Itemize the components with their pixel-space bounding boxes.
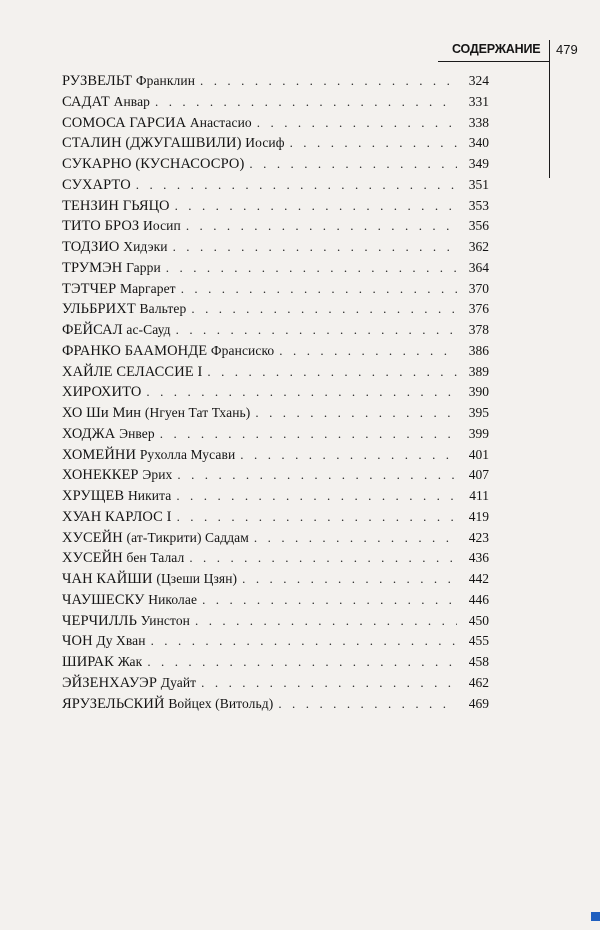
toc-entry bbox=[62, 175, 489, 196]
dot-leader bbox=[176, 486, 457, 507]
section-title: СОДЕРЖАНИЕ bbox=[452, 42, 541, 56]
toc-entry bbox=[62, 320, 489, 341]
toc-entry-name bbox=[62, 673, 196, 694]
dot-leader bbox=[290, 133, 457, 154]
toc-entry bbox=[62, 652, 489, 673]
toc-surname: ХО Ши Мин bbox=[62, 405, 142, 421]
toc-surname: ШИРАК bbox=[62, 654, 114, 670]
toc-entry-name bbox=[62, 694, 273, 715]
toc-page-number: 442 bbox=[468, 571, 489, 586]
toc-page-number: 436 bbox=[468, 550, 489, 566]
toc-given-name: Жак bbox=[117, 654, 143, 669]
toc-entry-name bbox=[62, 71, 195, 92]
toc-surname: СОМОСА ГАРСИА bbox=[62, 114, 187, 131]
toc-page-number: 389 bbox=[468, 363, 489, 379]
toc-page-number: 469 bbox=[468, 695, 489, 711]
toc-page-number: 458 bbox=[468, 654, 489, 669]
toc-entry bbox=[62, 528, 489, 549]
toc-surname: СУКАРНО (КУСНАСОСРО) bbox=[62, 156, 245, 172]
toc-given-name: Иосип bbox=[143, 218, 181, 234]
toc-page-number: 419 bbox=[468, 508, 489, 524]
toc-entry-name bbox=[62, 154, 244, 175]
toc-given-name: Вальтер bbox=[139, 301, 187, 317]
toc-surname: ХРУЩЕВ bbox=[62, 488, 125, 504]
toc-page-number: 390 bbox=[468, 384, 489, 400]
toc-page-number: 351 bbox=[468, 176, 489, 192]
toc-entry-name bbox=[62, 279, 176, 300]
toc-given-name: Энвер bbox=[119, 425, 155, 441]
toc-entry-name bbox=[62, 320, 171, 341]
toc-page-number: 340 bbox=[468, 135, 489, 151]
toc-surname: ЧЕРЧИЛЛЬ bbox=[62, 612, 138, 629]
toc-given-name: (Нгуен Тат Тхань) bbox=[144, 405, 251, 420]
toc-page-number: 338 bbox=[468, 114, 489, 130]
toc-entry bbox=[62, 507, 489, 528]
toc-page-number: 349 bbox=[468, 156, 489, 171]
toc-entry bbox=[62, 445, 489, 466]
toc-entry-name bbox=[62, 631, 146, 652]
toc-surname: ФЕЙСАЛ bbox=[62, 322, 123, 338]
toc-entry bbox=[62, 486, 489, 507]
toc-given-name: Анастасио bbox=[189, 114, 252, 130]
toc-page-number: 331 bbox=[468, 93, 489, 109]
toc-entry bbox=[62, 673, 489, 694]
toc-surname: ТИТО БРОЗ bbox=[62, 218, 140, 235]
toc-entry-name bbox=[62, 465, 172, 486]
toc-entry-name bbox=[62, 113, 252, 134]
toc-page-number: 407 bbox=[468, 467, 489, 483]
toc-surname: ХУСЕЙН bbox=[62, 550, 123, 567]
toc-page-number: 376 bbox=[468, 301, 489, 317]
toc-page-number: 411 bbox=[469, 488, 489, 503]
toc-entry-name bbox=[62, 528, 249, 549]
dot-leader bbox=[207, 362, 457, 383]
toc-page-number: 399 bbox=[468, 425, 489, 441]
toc-entry bbox=[62, 113, 489, 134]
toc-surname: ХОМЕЙНИ bbox=[62, 446, 137, 463]
dot-leader bbox=[279, 341, 457, 362]
toc-entry-name bbox=[62, 486, 171, 507]
toc-entry bbox=[62, 403, 489, 424]
dot-leader bbox=[166, 258, 457, 279]
toc-surname: ЧАН КАЙШИ bbox=[62, 571, 153, 587]
header-vertical-divider bbox=[549, 40, 550, 178]
toc-surname: СУХАРТО bbox=[62, 176, 131, 193]
toc-surname: УЛЬБРИХТ bbox=[62, 301, 136, 318]
dot-leader bbox=[189, 548, 457, 569]
toc-given-name: Эрих bbox=[142, 467, 173, 483]
toc-surname: ЧОН bbox=[62, 633, 93, 650]
toc-entry bbox=[62, 465, 489, 486]
dot-leader bbox=[147, 652, 457, 673]
toc-page-number: 450 bbox=[468, 612, 489, 628]
page-number: 479 bbox=[556, 42, 578, 57]
toc-surname: ХАЙЛЕ СЕЛАССИЕ I bbox=[62, 363, 203, 380]
toc-given-name: Никита bbox=[127, 488, 172, 503]
toc-entry bbox=[62, 299, 489, 320]
toc-entry-name bbox=[62, 548, 184, 569]
toc-surname: ЭЙЗЕНХАУЭР bbox=[62, 674, 158, 691]
toc-entry bbox=[62, 237, 489, 258]
toc-page-number: 386 bbox=[468, 342, 489, 358]
toc-given-name: Франклин bbox=[135, 73, 196, 88]
toc-entry-name bbox=[62, 403, 250, 424]
dot-leader bbox=[186, 216, 457, 237]
dot-leader bbox=[191, 299, 457, 320]
toc-given-name: Хидэки bbox=[123, 239, 168, 254]
toc-given-name: Уинстон bbox=[140, 612, 190, 628]
toc-entry bbox=[62, 362, 489, 383]
toc-entry-name bbox=[62, 341, 274, 362]
dot-leader bbox=[177, 507, 457, 528]
toc-surname: ЧАУШЕСКУ bbox=[62, 591, 145, 608]
toc-surname: ТЭТЧЕР bbox=[62, 280, 117, 297]
toc-given-name: Ду Хван bbox=[96, 633, 146, 649]
toc-entry-name bbox=[62, 611, 190, 632]
toc-page-number: 462 bbox=[468, 674, 489, 690]
toc-page-number: 364 bbox=[468, 259, 489, 275]
dot-leader bbox=[278, 694, 457, 715]
dot-leader bbox=[176, 320, 457, 341]
dot-leader bbox=[136, 175, 457, 196]
toc-page-number: 370 bbox=[468, 280, 489, 296]
toc-entry bbox=[62, 694, 489, 715]
toc-given-name: бен Талал bbox=[126, 550, 185, 566]
toc-surname: ХУСЕЙН bbox=[62, 529, 123, 546]
toc-surname: РУЗВЕЛЬТ bbox=[62, 73, 133, 89]
toc-entry-name bbox=[62, 445, 235, 466]
dot-leader bbox=[195, 611, 457, 632]
toc-surname: ХОДЖА bbox=[62, 425, 116, 442]
toc-page-number: 455 bbox=[468, 633, 489, 649]
toc-entry bbox=[62, 279, 489, 300]
toc-entry bbox=[62, 216, 489, 237]
toc-entry-name bbox=[62, 652, 142, 673]
toc-entry bbox=[62, 196, 489, 217]
toc-entry-name bbox=[62, 424, 155, 445]
dot-leader bbox=[242, 569, 457, 590]
toc-given-name: Николае bbox=[148, 591, 198, 607]
toc-entry bbox=[62, 92, 489, 113]
toc-entry-name bbox=[62, 362, 202, 383]
toc-given-name: Дуайт bbox=[160, 674, 197, 690]
toc-entry bbox=[62, 133, 489, 154]
toc-entry-name bbox=[62, 237, 168, 258]
toc-entry-name bbox=[62, 569, 237, 590]
dot-leader bbox=[254, 528, 457, 549]
toc-entry-name bbox=[62, 299, 186, 320]
toc-given-name: (Цзеши Цзян) bbox=[156, 571, 238, 586]
toc-page-number: 356 bbox=[468, 218, 489, 234]
dot-leader bbox=[201, 673, 457, 694]
toc-page-number: 362 bbox=[468, 239, 489, 254]
toc-surname: САДАТ bbox=[62, 93, 110, 110]
toc-page-number: 324 bbox=[468, 73, 489, 88]
table-of-contents bbox=[62, 71, 489, 714]
header-divider bbox=[438, 61, 549, 62]
dot-leader bbox=[155, 92, 457, 113]
toc-entry-name bbox=[62, 175, 131, 196]
toc-given-name: Франсиско bbox=[210, 342, 275, 358]
dot-leader bbox=[202, 590, 457, 611]
toc-surname: ТЕНЗИН ГЬЯЦО bbox=[62, 197, 170, 214]
toc-entry bbox=[62, 611, 489, 632]
toc-entry bbox=[62, 258, 489, 279]
dot-leader bbox=[177, 465, 457, 486]
toc-surname: ХОНЕККЕР bbox=[62, 467, 139, 484]
dot-leader bbox=[175, 196, 457, 217]
toc-page-number: 395 bbox=[468, 405, 489, 420]
toc-entry-name bbox=[62, 92, 150, 113]
toc-entry-name bbox=[62, 382, 141, 403]
toc-given-name: Гарри bbox=[126, 259, 161, 275]
toc-surname: ТРУМЭН bbox=[62, 259, 123, 276]
toc-page-number: 401 bbox=[468, 446, 489, 462]
toc-entry bbox=[62, 569, 489, 590]
dot-leader bbox=[146, 382, 457, 403]
toc-surname: ХУАН КАРЛОС I bbox=[62, 508, 172, 525]
toc-surname: ХИРОХИТО bbox=[62, 384, 142, 401]
dot-leader bbox=[160, 424, 457, 445]
toc-entry bbox=[62, 71, 489, 92]
dot-leader bbox=[240, 445, 457, 466]
toc-entry bbox=[62, 382, 489, 403]
toc-given-name: (ат-Тикрити) Саддам bbox=[126, 529, 249, 545]
toc-entry-name bbox=[62, 258, 161, 279]
toc-entry bbox=[62, 590, 489, 611]
toc-entry bbox=[62, 341, 489, 362]
toc-entry bbox=[62, 548, 489, 569]
toc-entry-name bbox=[62, 133, 285, 154]
toc-surname: ЯРУЗЕЛЬСКИЙ bbox=[62, 695, 165, 712]
toc-given-name: Иосиф bbox=[245, 135, 285, 151]
toc-entry-name bbox=[62, 196, 170, 217]
dot-leader bbox=[257, 113, 457, 134]
toc-entry-name bbox=[62, 507, 172, 528]
toc-given-name: Маргарет bbox=[119, 280, 176, 296]
dot-leader bbox=[151, 631, 457, 652]
dot-leader bbox=[173, 237, 457, 258]
toc-surname: СТАЛИН (ДЖУГАШВИЛИ) bbox=[62, 135, 242, 152]
toc-given-name: Войцех (Витольд) bbox=[168, 695, 274, 711]
scan-edge-mark bbox=[591, 912, 600, 921]
dot-leader bbox=[181, 279, 457, 300]
toc-page-number: 378 bbox=[468, 322, 489, 337]
toc-entry bbox=[62, 631, 489, 652]
toc-given-name: ас-Сауд bbox=[126, 322, 171, 337]
toc-page-number: 423 bbox=[468, 529, 489, 545]
toc-page-number: 446 bbox=[468, 591, 489, 607]
toc-surname: ФРАНКО БААМОНДЕ bbox=[62, 342, 208, 359]
dot-leader bbox=[249, 154, 457, 175]
toc-given-name: Анвар bbox=[113, 93, 151, 109]
dot-leader bbox=[200, 71, 457, 92]
toc-entry-name bbox=[62, 216, 181, 237]
toc-surname: ТОДЗИО bbox=[62, 239, 120, 255]
dot-leader bbox=[255, 403, 457, 424]
toc-entry bbox=[62, 154, 489, 175]
toc-entry-name bbox=[62, 590, 197, 611]
toc-given-name: Рухолла Мусави bbox=[139, 446, 236, 462]
toc-page-number: 353 bbox=[468, 197, 489, 213]
toc-entry bbox=[62, 424, 489, 445]
